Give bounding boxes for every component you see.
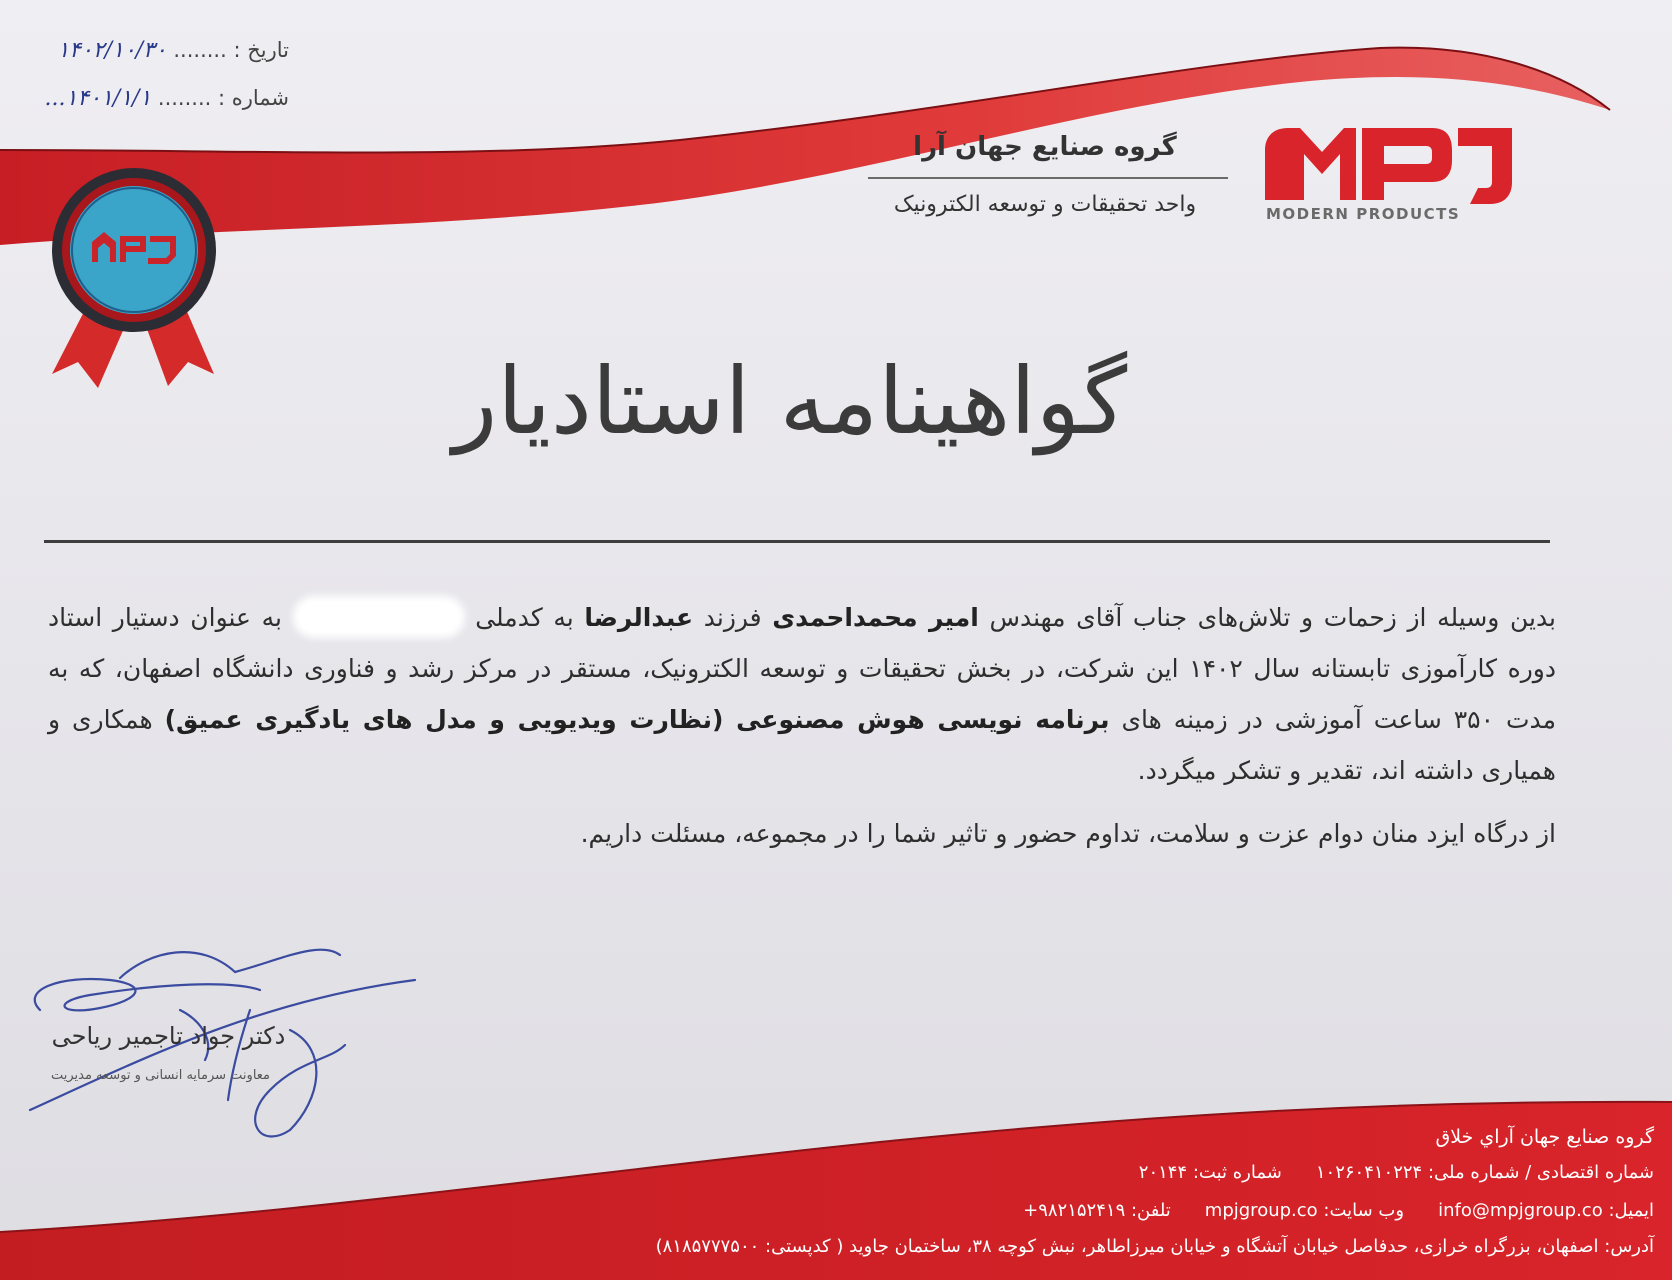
date-value: ۱۴۰۲/۱۰/۳۰ — [57, 38, 167, 63]
body-text-2: فرزند — [703, 603, 762, 632]
redacted-national-id — [299, 602, 459, 632]
group-divider — [868, 177, 1228, 179]
body-text-1: بدین وسیله از زحمات و تلاش‌های جناب آقای مهندس — [989, 603, 1557, 632]
training-field: برنامه نویسی هوش مصنوعی (نظارت ویدیویی و مدل های یادگیری عمیق) — [164, 705, 1110, 734]
number-line — [24, 86, 289, 111]
footer-economic: شماره اقتصادی / شماره ملی: ۱۰۲۶۰۴۱۰۲۲۴ — [1315, 1162, 1654, 1183]
body-text-5: همکاری و همیاری داشته اند، تقدیر و تشکر میگردد. — [48, 705, 1556, 785]
recipient-name: امیر محمداحمدی — [772, 603, 979, 632]
closing-text: از درگاه ایزد منان دوام عزت و سلامت، تداوم حضور و تاثیر شما را در مجموعه، مسئلت داریم. — [580, 819, 1556, 848]
father-name: عبدالرضا — [584, 603, 694, 632]
footer-company: گروه صنايع جهان آراي خلاق — [1435, 1126, 1654, 1148]
logo-subtitle: MODERN PRODUCTS — [1266, 205, 1461, 223]
date-line — [24, 38, 289, 63]
signer-role: معاونت سرمایه انسانی و توسعه مدیریت — [50, 1068, 271, 1083]
body-text-4: به عنوان دستیار استاد دوره کارآموزی تابستانه سال ۱۴۰۲ این شرکت، در بخش تحقیقات و توسعه الکترونیک، مستقر در مرکز رشد و فناوری دانشگاه اصفهان، که به مدت ۳۵۰ ساعت آموزشی در زمینه های — [48, 603, 1556, 734]
footer-contact — [1023, 1200, 1654, 1221]
certificate-title: گواهینامه استادیار — [452, 348, 1128, 455]
unit-name: واحد تحقیقات و توسعه الکترونیک — [893, 192, 1197, 217]
footer-email[interactable]: ایمیل: info@mpjgroup.co — [1438, 1200, 1654, 1221]
group-name: گروه صنایع جهان آرا — [913, 132, 1177, 162]
number-label: شماره : ........ — [157, 86, 289, 110]
mpj-logo-mark — [1265, 128, 1512, 204]
date-label: تاریخ : ........ — [173, 38, 289, 62]
number-value: ۱۴۰۱/۱/۱... — [44, 86, 152, 111]
footer-website[interactable]: وب سایت: mpjgroup.co — [1204, 1200, 1405, 1221]
certificate-body — [48, 592, 1556, 796]
body-text-3: به کدملی — [475, 603, 574, 632]
footer-ids — [1139, 1162, 1654, 1183]
title-divider — [44, 540, 1550, 543]
footer-phone: تلفن: ۹۸۲۱۵۲۴۱۹+ — [1023, 1200, 1171, 1221]
footer-address: آدرس: اصفهان، بزرگراه خرازی، حدفاصل خیابان آتشگاه و خیابان میرزاطاهر، نبش کوچه ۳۸، ساختمان جاوید ( کدپستی: ۸۱۸۵۷۷۷۵۰۰) — [655, 1236, 1654, 1257]
signer-name: دکتر جواد تاجمیر ریاحی — [51, 1022, 286, 1050]
footer-registration: شماره ثبت: ۲۰۱۴۴ — [1138, 1162, 1282, 1183]
